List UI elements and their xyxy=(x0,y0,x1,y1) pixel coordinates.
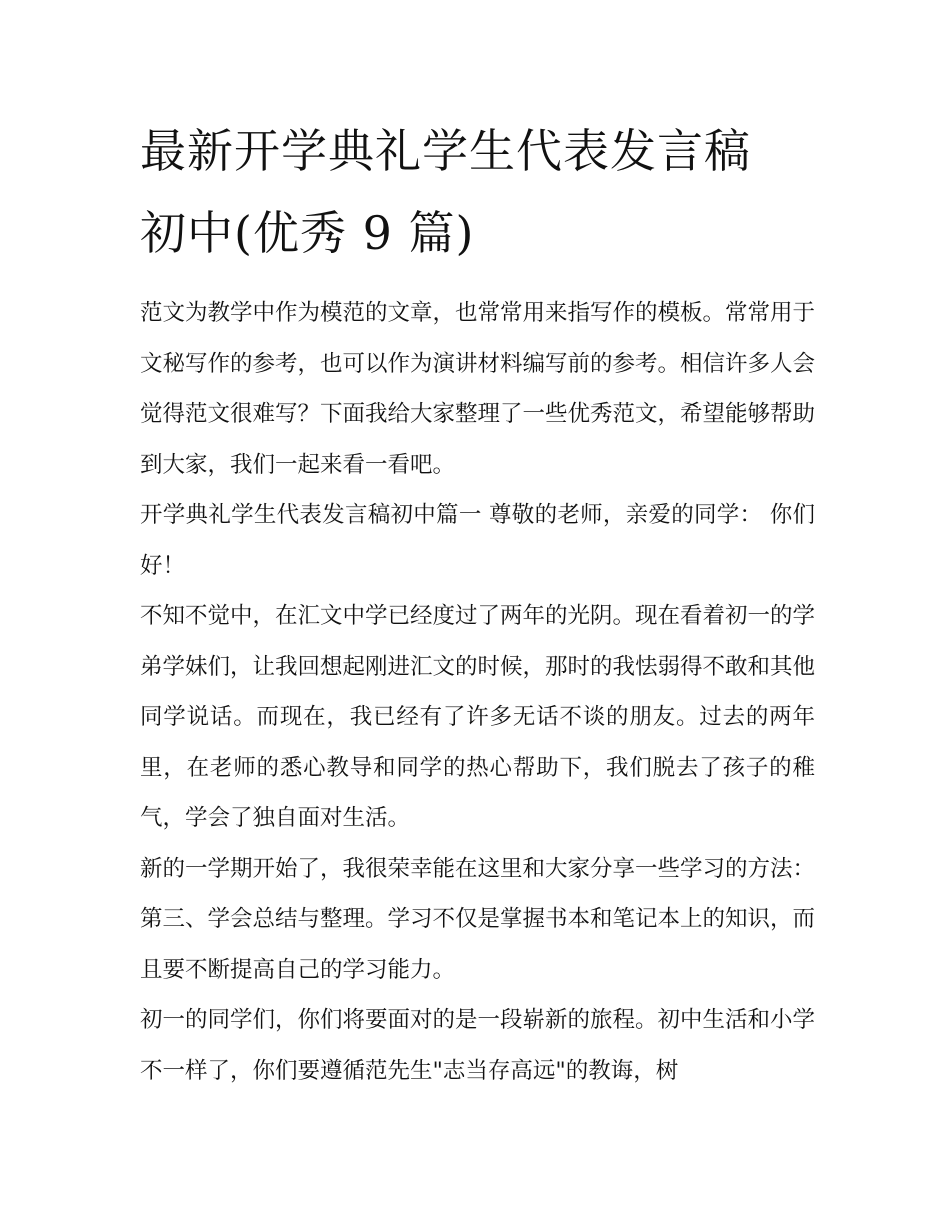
paragraph-salutation: 开学典礼学生代表发言稿初中篇一 尊敬的老师，亲爱的同学： 你们好！ xyxy=(140,502,815,579)
title-line-2: 初中(优秀 9 篇) xyxy=(140,206,475,260)
paragraph-reflection: 不知不觉中，在汇文中学已经度过了两年的光阴。现在看着初一的学弟学妹们，让我回想起刚进汇文的时候，那时的我怯弱得不敢和其他同学说话。而现在，我已经有了许多无话不谈的朋友。过去的两年里，在老师的悉心教导和同学的热心帮助下，我们脱去了孩子的稚气，学会了独自面对生活。 xyxy=(140,603,816,831)
title-line-1: 最新开学典礼学生代表发言稿 xyxy=(140,124,751,178)
paragraph-methods: 新的一学期开始了，我很荣幸能在这里和大家分享一些学习的方法： 第三、学会总结与整理。学习不仅是掌握书本和笔记本上的知识，而且要不断提高自己的学习能力。 xyxy=(140,855,816,983)
document-content xyxy=(140,110,815,1096)
document-title xyxy=(140,110,815,274)
paragraph-intro: 范文为教学中作为模范的文章，也常常用来指写作的模板。常常用于文秘写作的参考，也可以作为演讲材料编写前的参考。相信许多人会觉得范文很难写？下面我给大家整理了一些优秀范文，希望能够帮助到大家，我们一起来看一看吧。 xyxy=(140,300,816,478)
paragraph-advice: 初一的同学们，你们将要面对的是一段崭新的旅程。初中生活和小学不一样了，你们要遵循范先生"志当存高远"的教诲，树 xyxy=(140,1007,816,1084)
document-body xyxy=(140,288,815,1096)
